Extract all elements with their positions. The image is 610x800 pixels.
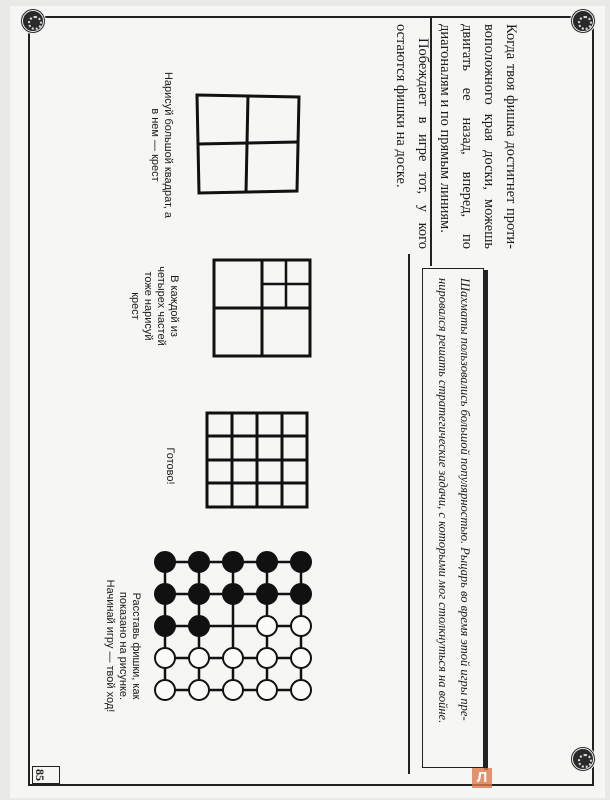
black-piece xyxy=(155,584,175,604)
white-piece xyxy=(155,648,175,668)
white-piece xyxy=(257,648,277,668)
white-piece xyxy=(223,648,243,668)
watermark-logo-icon: Л xyxy=(472,768,492,788)
step2-drawing xyxy=(210,256,315,361)
step1-drawing xyxy=(193,91,303,196)
black-piece xyxy=(155,616,175,636)
step1-caption: Нарисуй большой квадрат, а в нем — крест xyxy=(149,71,174,219)
white-piece xyxy=(291,616,311,636)
main-text xyxy=(390,24,522,249)
corner-ornament-bottom-right-icon xyxy=(570,746,596,772)
column-divider xyxy=(408,254,410,774)
corner-ornament-top-left-icon xyxy=(20,8,46,34)
book-page xyxy=(10,6,605,798)
white-piece xyxy=(189,680,209,700)
rule-paragraph: Когда твоя фишка достигнет противоположного края доски, можешь двигать ее назад, вперед, по диагоналям и по прямым линиям. xyxy=(437,24,519,249)
black-piece xyxy=(257,584,277,604)
black-piece xyxy=(291,552,311,572)
black-piece xyxy=(223,552,243,572)
page-number: 85 xyxy=(32,766,60,784)
black-piece xyxy=(257,552,277,572)
quote-text: Шахматы пользовались большой популярностью. Рыцарь во время этой игры пренировался решать стратегические задачи, с которыми мог столкнуться на войне. xyxy=(436,278,472,724)
step3-drawing xyxy=(204,410,310,510)
white-piece xyxy=(189,648,209,668)
game-board xyxy=(150,550,320,700)
white-piece xyxy=(291,648,311,668)
black-piece xyxy=(189,552,209,572)
white-piece xyxy=(223,680,243,700)
white-piece xyxy=(291,680,311,700)
black-piece xyxy=(189,616,209,636)
black-piece xyxy=(189,584,209,604)
white-piece xyxy=(155,680,175,700)
corner-ornament-top-right-icon xyxy=(570,8,596,34)
quote-box-shadow xyxy=(484,270,488,770)
black-piece xyxy=(223,584,243,604)
black-piece xyxy=(155,552,175,572)
white-piece xyxy=(257,680,277,700)
black-piece xyxy=(291,584,311,604)
white-piece xyxy=(257,616,277,636)
step4-caption: Расставь фишки, как показано на рисунке. Начинай игру — твой ход! xyxy=(104,579,142,713)
step2-caption: В каждой из четырех частей тоже нарисуй крест xyxy=(129,266,180,346)
step3-caption: Готово! xyxy=(164,447,176,485)
winner-paragraph: Побеждает в игре тот, у кого остаются фишки на доске. xyxy=(393,24,431,249)
